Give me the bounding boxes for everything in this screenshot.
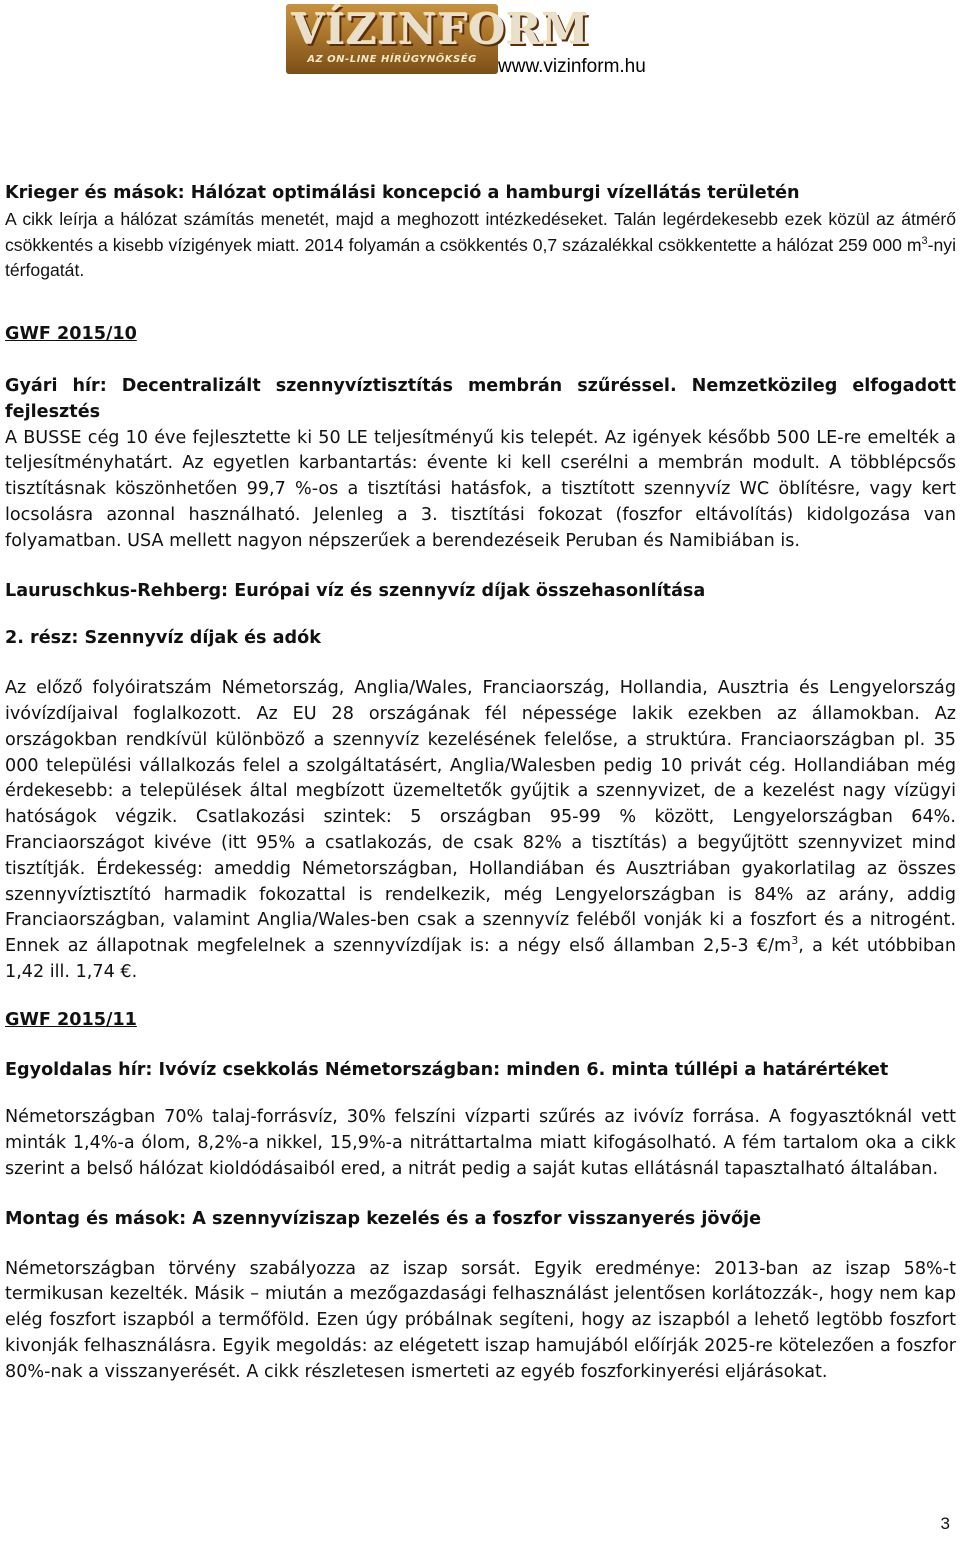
article-body-montag: Németországban törvény szabályozza az iszap sorsát. Egyik eredménye: 2013-ban az iszap 58%-t termikusan kezelték. Másik – miután a mezőgazdasági felhasználást jelentősen korlátozzák-, hogy nem kap elég foszfort iszapból a termőföld. Ezen úgy próbálnak segíteni, hogy az iszapból a lehető legtöbb foszfort kivonják felhasználásra. Egyik megoldás: az elégetett iszap hamujából előírják 2025-re kötelezően a foszfor 80%-nak a visszanyerését. A cikk részletesen ismerteti az egyéb foszforkinyerési eljárásokat. xyxy=(5,1258,956,1382)
page-header xyxy=(286,4,686,76)
article-body-krieger: A cikk leírja a hálózat számítás menetét, majd a meghozott intézkedéseket. Talán legérdekesebb ezek közül az átmérő csökkentés a kisebb vízigények miatt. 2014 folyamán a csökkentés 0,7 százalékkal csökkentette a hálózat 259 000 $m^3$-nyi térfogatát. xyxy=(5,208,956,281)
page-number: 3 xyxy=(940,1514,950,1533)
article-body-busse: A BUSSE cég 10 éve fejlesztette ki 50 LE teljesítményű kis telepét. Az igények később 500 LE-re emelték a teljesítményhatárt. Az egyetlen karbantartás: évente ki kell cserélni a membrán modult. A többlépcsős tisztításnak köszönhetően 99,7 %-os a tisztítási hatásfok, a tisztított szennyvíz WC öblítésre, vagy kert locsolásra azonnal használható. Jelenleg a 3. tisztítási fokozat (foszfor eltávolítás) kidolgozása van folyamatban. USA mellett nagyon népszerűek a berendezéseik Peruban és Namibiában is. xyxy=(5,427,956,551)
logo-tagline: AZ ON-LINE HÍRÜGYNÖKSÉG xyxy=(307,54,477,65)
section-label-gwf-2015-10: GWF 2015/10 xyxy=(5,324,137,345)
site-url[interactable]: www.vizinform.hu xyxy=(498,56,646,77)
article-title-ivoviz: Egyoldalas hír: Ivóvíz csekkolás Németországban: minden 6. minta túllépi a határértéket xyxy=(5,1059,889,1080)
logo-text: VÍZINFORM xyxy=(292,5,590,54)
article-subtitle-lauruschkus: 2. rész: Szennyvíz díjak és adók xyxy=(5,628,321,649)
article-title-busse: Gyári hír: Decentralizált szennyvíztisztítás membrán szűréssel. Nemzetközileg elfogadott fejlesztés xyxy=(5,375,956,422)
article-title-lauruschkus: Lauruschkus-Rehberg: Európai víz és szennyvíz díjak összehasonlítása xyxy=(5,580,706,601)
article-body-lauruschkus: Az előző folyóiratszám Németország, Anglia/Wales, Franciaország, Hollandia, Ausztria és Lengyelország ivóvízdíjaival foglalkozott. Az EU 28 országának fél népessége lakik ezekben az államokban. Az országokban rendkívül különböző a szennyvíz kezelésének felelőse, a struktúra. Franciaországban pl. 35 000 települési vállalkozás felel a szolgáltatásért, Anglia/Walesben pedig 10 privát cég. Hollandiában még érdekesebb: a települések által megbízott üzemeltetők gyűjtik a szennyvizet, de a kezelést nagy vízügyi hatóságok végzik. Csatlakozási szintek: 5 országban 95-99 % között, Lengyelországban 64%. Franciaországot kivéve (itt 95% a csatlakozás, de csak 82% a tisztítás) a begyűjtött szennyvizet mind tisztítják. Érdekesség: ameddig Németországban, Hollandiában és Ausztriában gyakorlatilag az összes szennyvíztisztító harmadik fokozattal is rendelkezik, még Lengyelországban is 84% az arány, addig Franciaországban, valamint Anglia/Wales-ben csak a szennyvíz feléből vonják ki a foszfort és a nitrogént. Ennek az állapotnak megfelelnek a szennyvízdíjak is: a négy első államban 2,5-3 $€/m^3$, a két utóbbiban 1,42 ill. 1,74 €. xyxy=(5,678,956,982)
article-body-ivoviz: Németországban 70% talaj-forrásvíz, 30% felszíni vízparti szűrés az ivóvíz forrása. A fogyasztóknál vett minták 1,4%-a ólom, 8,2%-a nikkel, 15,9%-a nitráttartalma miatt kifogásolható. A fém tartalom oka a cikk szerint a belső hálózat kioldódásaiból ered, a nitrát pedig a saját kutas ellátásnál tapasztalható általában. xyxy=(5,1107,956,1179)
article-title-montag: Montag és mások: A szennyvíziszap kezelés és a foszfor visszanyerés jövője xyxy=(5,1208,761,1229)
document-body xyxy=(5,181,956,1385)
article-title-krieger: Krieger és mások: Hálózat optimálási koncepció a hamburgi vízellátás területén xyxy=(5,183,800,203)
section-label-gwf-2015-11: GWF 2015/11 xyxy=(5,1009,137,1030)
